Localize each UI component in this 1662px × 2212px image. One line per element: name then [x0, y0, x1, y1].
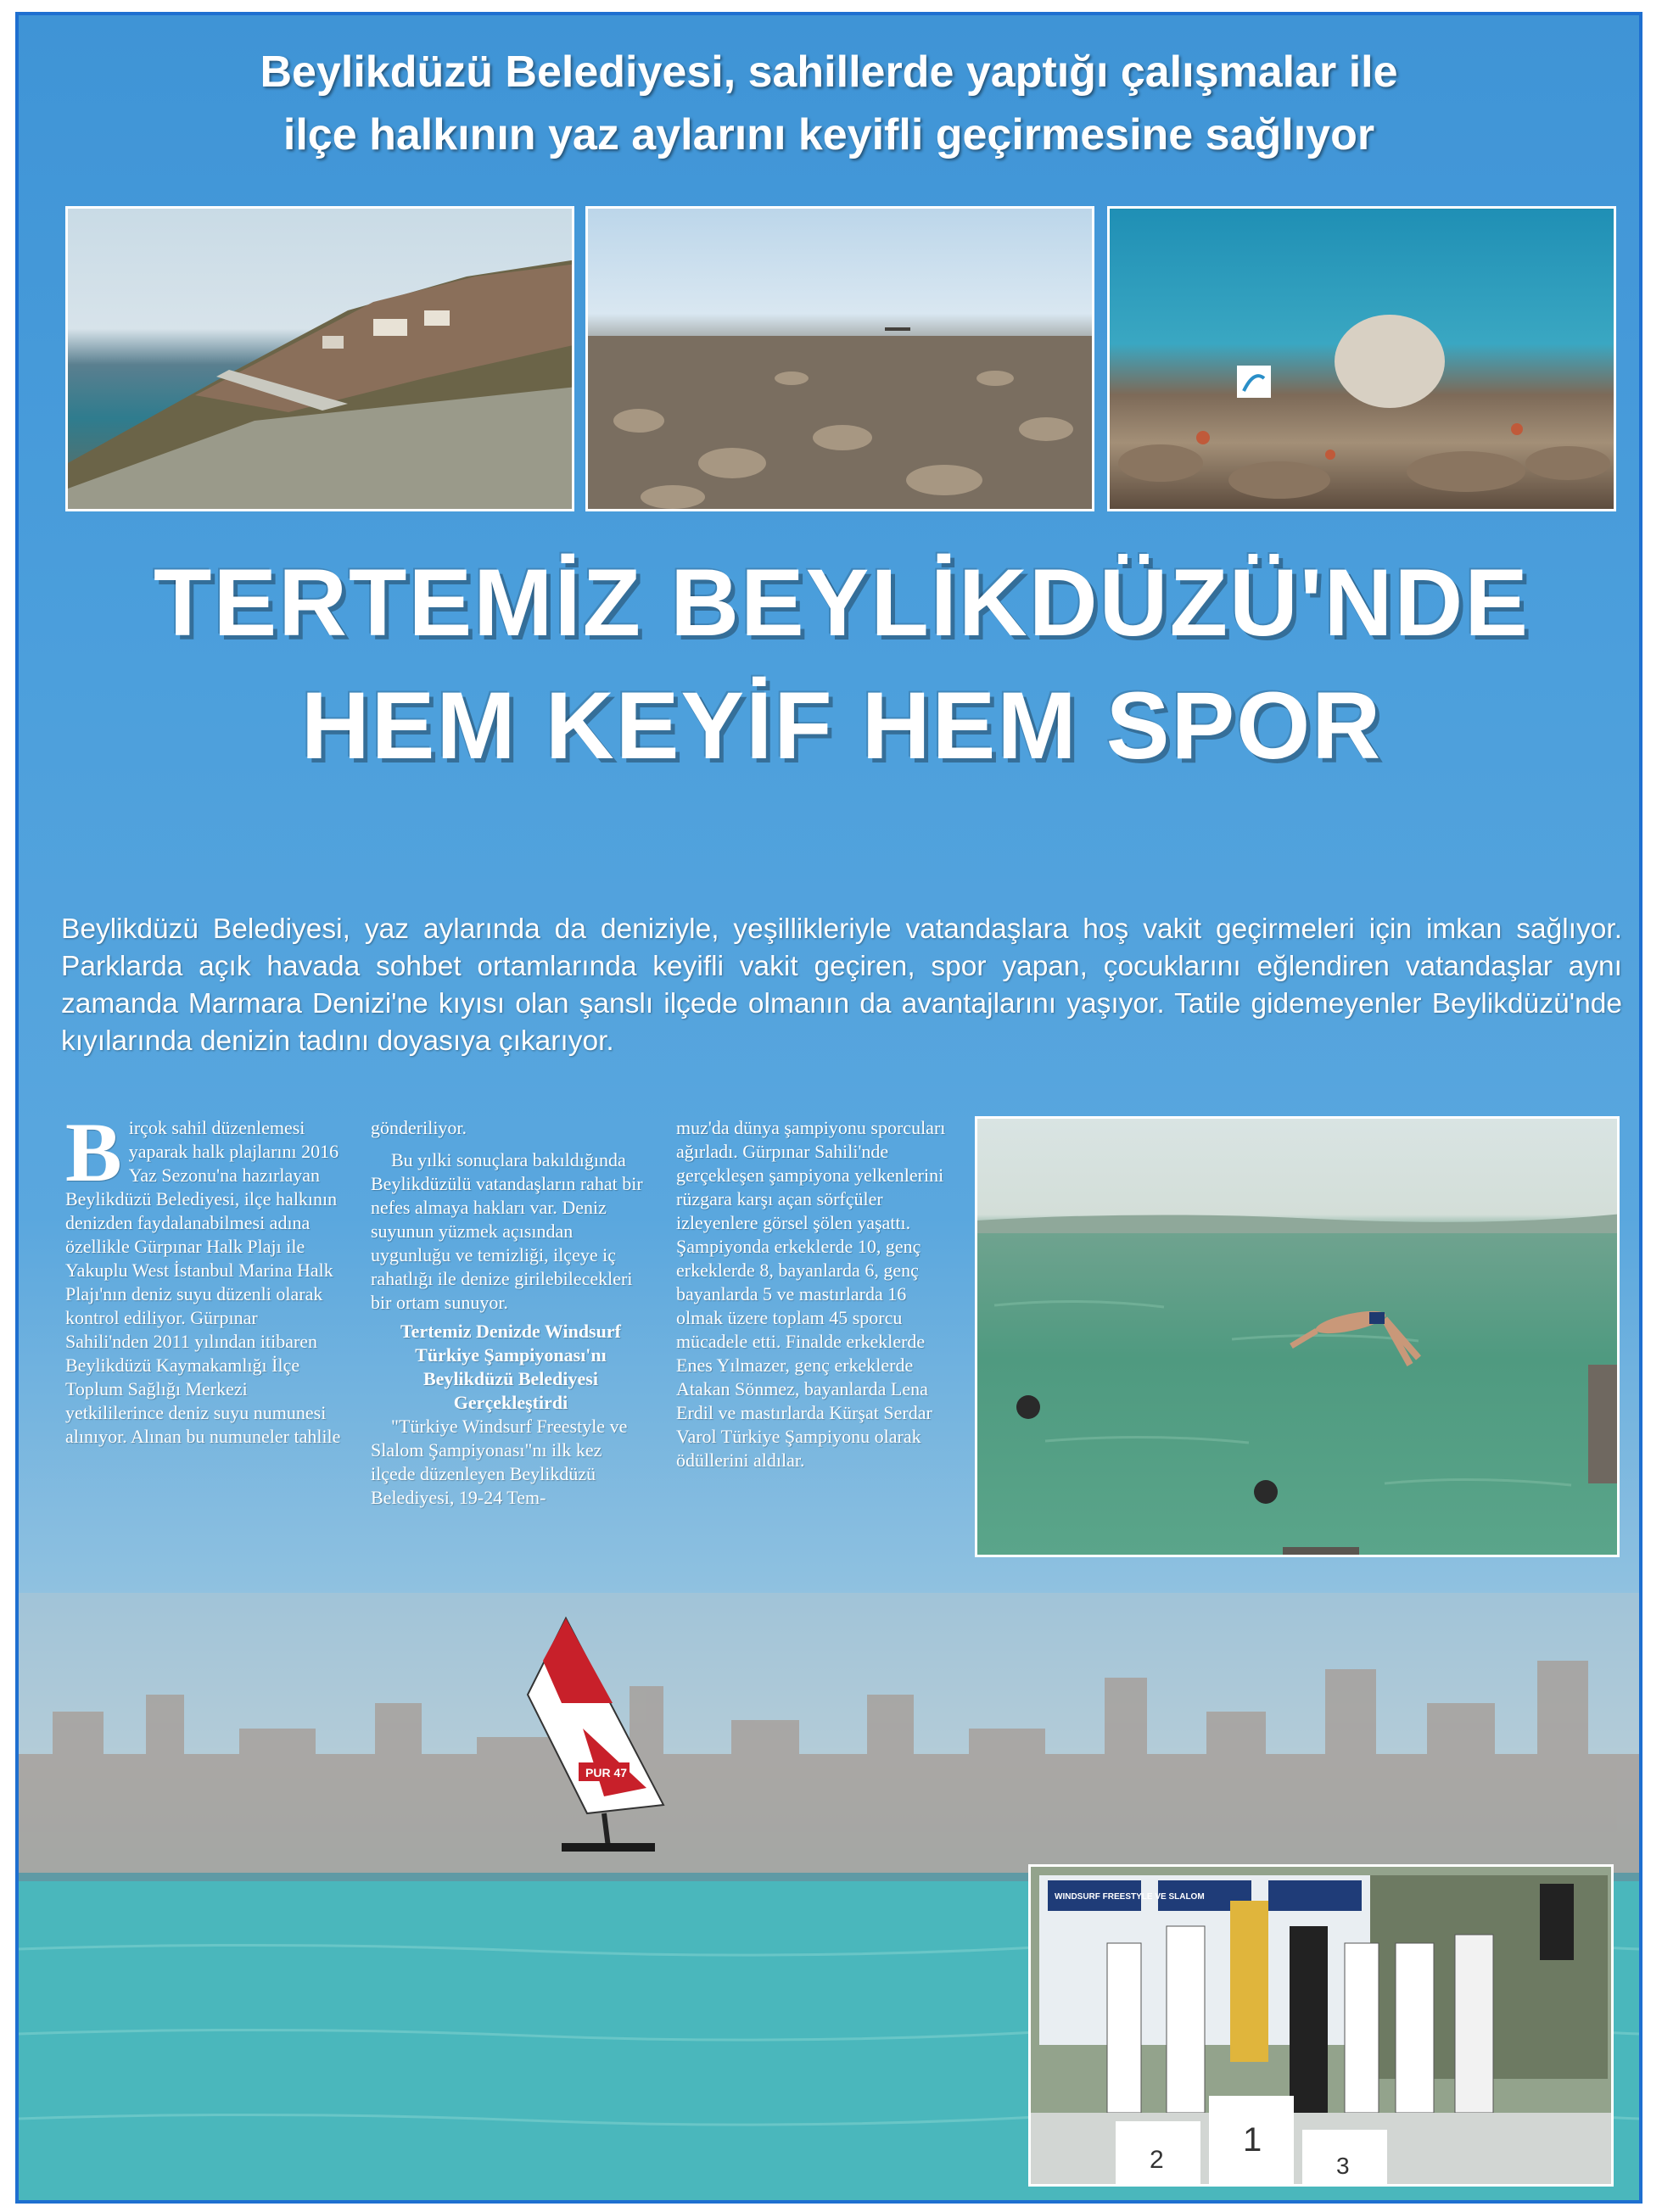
podium-first-place: 1	[1243, 2121, 1262, 2159]
headline-line-1: TERTEMİZ BEYLİKDÜZÜ'NDE	[154, 550, 1530, 656]
podium-photo	[1028, 1864, 1614, 2187]
deck-line-1: Beylikdüzü Belediyesi, sahillerde yaptığı çalışmalar ile	[260, 47, 1398, 97]
coastline-photo	[65, 206, 574, 511]
deck-line-2: ilçe halkının yaz aylarını keyifli geçirmesine sağlıyor	[283, 110, 1375, 159]
coastline-illustration	[68, 209, 574, 511]
main-headline	[70, 541, 1614, 787]
stones-closeup-illustration	[1110, 209, 1616, 511]
banner-text: WINDSURF FREESTYLE VE SLALOM	[1055, 1892, 1205, 1902]
article-column-2	[371, 1116, 651, 1510]
pebble-beach-illustration	[588, 209, 1094, 511]
podium-third-place: 3	[1336, 2153, 1350, 2179]
swimmers-illustration	[977, 1119, 1620, 1557]
article-subheading: Tertemiz Denizde Windsurf Türkiye Şampiyonası'nı Beylikdüzü Belediyesi Gerçekleştirdi	[400, 1321, 621, 1413]
column-2-text-c: "Türkiye Windsurf Freestyle ve Slalom Şampiyonası"nı ilk kez ilçede düzenleyen Beylikdüzü Belediyesi, 19-24 Tem-	[371, 1416, 628, 1508]
article-column-3	[676, 1116, 956, 1472]
intro-paragraph: Beylikdüzü Belediyesi, yaz aylarında da deniziyle, yeşillikleriyle vatandaşlara hoş vakit geçirmeleri için imkan sağlıyor. Parklarda açık havada sohbet ortamlarında keyifli vakit geçiren, spor yapan, çocuklarını eğlendiren vatandaşlar aynı zamanda Marmara Denizi'ne kıyısı olan şanslı ilçede olmanın da avantajlarını yaşıyor. Tatile gidemeyenler Beylikdüzü'nde kıyılarında denizin tadını doyasıya çıkarıyor.	[61, 913, 1622, 1057]
column-1-text: irçok sahil düzenlemesi yaparak halk plajlarını 2016 Yaz Sezonu'na hazırlayan Beylikdüzü Belediyesi, ilçe halkının denizden faydalanabilmesi adına özellikle Gürpınar Halk Plajı ile Yakuplu West İstanbul Marina Halk Plajı'nın deniz suyu düzenli olarak kontrol ediliyor. Gürpınar Sahili'nden 2011 yılından itibaren Beylikdüzü Kaymakamlığı İlçe Toplum Sağlığı Merkezi yetkililerince deniz suyu numunesi alınıyor. Alınan bu numuneler tahlile	[65, 1117, 341, 1447]
column-2-text-b: Bu yılki sonuçlara bakıldığında Beylikdüzülü vatandaşların rahat bir nefes almaya hakları var. Deniz suyunun yüzmek açısından uygunluğu ve temizliği, ilçeye iç rahatlığı ile denize girilebilecekleri bir ortam sunuyor.	[371, 1149, 643, 1313]
deck-heading	[53, 41, 1605, 166]
stones-closeup-photo	[1107, 206, 1616, 511]
drop-cap: B	[65, 1105, 122, 1199]
column-2-text-a: gönderiliyor.	[371, 1117, 467, 1138]
newspaper-page	[15, 12, 1642, 2204]
headline-line-2: HEM KEYİF HEM SPOR	[300, 673, 1383, 779]
swimmers-photo	[975, 1116, 1620, 1557]
column-3-text: muz'da dünya şampiyonu sporcuları ağırladı. Gürpınar Sahili'nde gerçekleşen şampiyona yelkenlerini rüzgara karşı açan sörfçüler izleyenlere görsel şölen yaşattı. Şampiyonda erkeklerde 10, genç erkeklerde 8, bayanlarda 6, genç bayanlarda 5 ve mastırlarda 16 olmak üzere toplam 45 sporcu mücadele etti. Finalde erkeklerde Enes Yılmazer, genç erkeklerde Atakan Sönmez, bayanlarda Lena Erdil ve mastırlarda Kürşat Serdar Varol Türkiye Şampiyonu olarak ödüllerini aldılar.	[676, 1117, 946, 1471]
pebble-beach-photo	[585, 206, 1094, 511]
article-column-1	[65, 1105, 345, 1449]
podium-illustration	[1031, 1867, 1614, 2187]
sail-number: PUR 47	[585, 1766, 628, 1779]
podium-second-place: 2	[1150, 2146, 1164, 2174]
